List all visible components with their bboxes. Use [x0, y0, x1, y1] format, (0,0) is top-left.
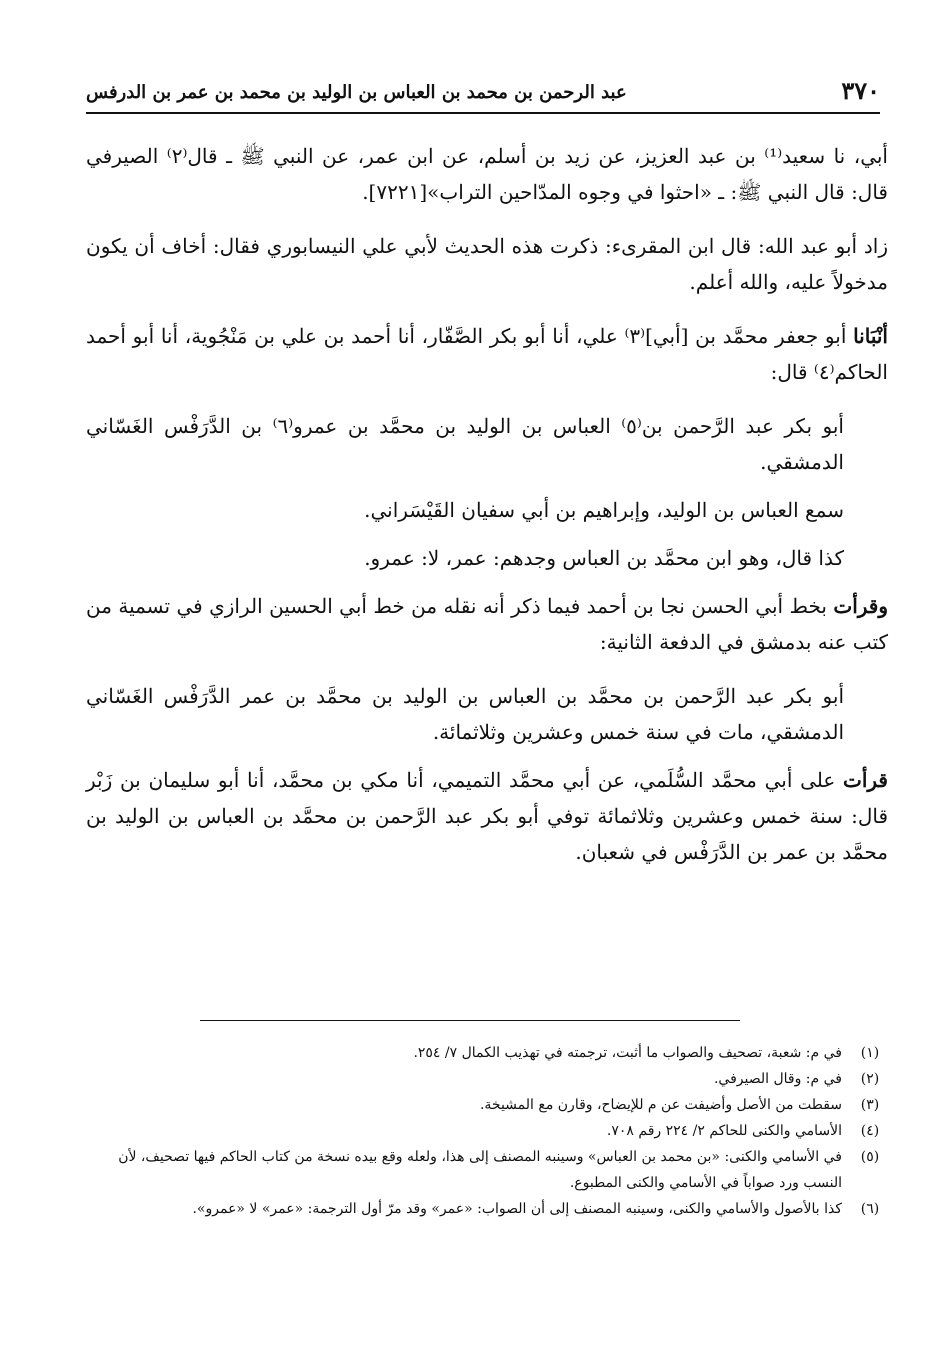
main-text	[86, 138, 888, 888]
paragraph-death	[86, 678, 888, 750]
paragraph-text: زاد أبو عبد الله: قال ابن المقرىء: ذكرت هذه الحديث لأبي علي النيسابوري فقال: أخاف أن يكون مدخولاً عليه، والله أعلم.	[86, 234, 888, 294]
paragraph-addition	[86, 228, 888, 300]
footnote-text: كذا بالأصول والأسامي والكنى، وسينبه المصنف إلى أن الصواب: «عمر» وقد مرّ أول الترجمة: «عمر» لا «عمرو».	[192, 1201, 842, 1217]
footnote-number: (٢)	[860, 1071, 880, 1087]
header-rule	[86, 112, 880, 114]
paragraph-lead: أنْبَانا	[853, 324, 888, 348]
paragraph-text: أبو بكر عبد الرَّحمن بن محمَّد بن العباس بن الوليد بن محمَّد بن عمر الدَّرَفْس الغَسّاني الدمشقي، مات في سنة خمس وعشرين وثلاثمائة.	[86, 684, 844, 744]
footnote-item	[90, 1040, 888, 1066]
page-header	[86, 62, 880, 114]
paragraph-text: كذا قال، وهو ابن محمَّد بن العباس وجدهم: عمر، لا: عمرو.	[364, 546, 844, 570]
paragraph-heard	[86, 492, 888, 528]
paragraph-text: أبو بكر عبد الرَّحمن بن⁽٥⁾ العباس بن الوليد بن محمَّد بن عمرو⁽٦⁾ بن الدَّرَفْس الغَسّاني الدمشقي.	[86, 414, 844, 474]
paragraph-text: أبو جعفر محمَّد بن [أبي]⁽٣⁾ علي، أنا أبو بكر الصَّفّار، أنا أحمد بن علي بن مَنْجُوية، أنا أبو أحمد الحاكم⁽٤⁾ قال:	[86, 324, 888, 384]
paragraph-qara-tu-1	[86, 588, 888, 660]
footnote-text: في الأسامي والكنى: «بن محمد بن العباس» وسينبه المصنف إلى هذا، ولعله وقع بيده نسخة من كتاب الحاكم فيها تصحيف، لأن النسب ورد صواباً في الأسامي والكنى المطبوع.	[118, 1149, 842, 1191]
paragraph-qara-tu-2	[86, 762, 888, 870]
footnote-text: الأسامي والكنى للحاكم ٢/ ٢٢٤ رقم ٧٠٨.	[606, 1123, 842, 1139]
footnote-item	[90, 1066, 888, 1092]
running-title: عبد الرحمن بن محمد بن العباس بن الوليد بن محمد بن عمر بن الدرفس	[86, 82, 627, 103]
footnote-number: (٣)	[860, 1097, 880, 1113]
footnote-number: (٤)	[860, 1123, 880, 1139]
footnote-text: سقطت من الأصل وأضيفت عن م للإيضاح، وقارن مع المشيخة.	[479, 1097, 842, 1113]
paragraph-anbana	[86, 318, 888, 390]
footnote-number: (١)	[860, 1045, 880, 1061]
paragraph-text: على أبي محمَّد السُّلَمي، عن أبي محمَّد التميمي، أنا مكي بن محمَّد، أنا أبو سليمان بن زَبْر قال: سنة خمس وعشرين وثلاثمائة توفي أبو بكر عبد الرَّحمن بن محمَّد بن العباس بن الوليد بن محمَّد بن عمر بن الدَّرَفْس في شعبان.	[86, 768, 888, 864]
paragraph-hadith	[86, 138, 888, 210]
footnote-item	[90, 1118, 888, 1144]
footnote-text: في م: شعبة، تصحيف والصواب ما أثبت، ترجمته في تهذيب الكمال ٧/ ٢٥٤.	[413, 1045, 842, 1061]
footnote-number: (٥)	[860, 1149, 880, 1165]
paragraph-text: أبي، نا سعيد⁽¹⁾ بن عبد العزيز، عن زيد بن أسلم، عن ابن عمر، عن النبي ﷺ ـ قال⁽٢⁾ الصيرفي قال: قال النبي ﷺ: ـ «احثوا في وجوه المدّاحين التراب»[٧٢٢١].	[86, 144, 888, 204]
paragraph-text: سمع العباس بن الوليد، وإبراهيم بن أبي سفيان القَيْسَراني.	[364, 498, 844, 522]
paragraph-note	[86, 540, 888, 576]
page-number: ٣٧٠	[841, 76, 880, 105]
paragraph-name	[86, 408, 888, 480]
paragraph-text: بخط أبي الحسن نجا بن أحمد فيما ذكر أنه نقله من خط أبي الحسين الرازي في تسمية من كتب عنه بدمشق في الدفعة الثانية:	[86, 594, 888, 654]
footnote-item	[90, 1092, 888, 1118]
footnote-rule	[200, 1020, 740, 1021]
footnote-item	[90, 1144, 888, 1196]
footnote-text: في م: وقال الصيرفي.	[713, 1071, 842, 1087]
paragraph-lead: وقرأت	[833, 594, 888, 618]
footnotes	[90, 1040, 888, 1222]
footnote-item	[90, 1196, 888, 1222]
paragraph-lead: قرأت	[843, 768, 888, 792]
footnote-number: (٦)	[860, 1201, 880, 1217]
